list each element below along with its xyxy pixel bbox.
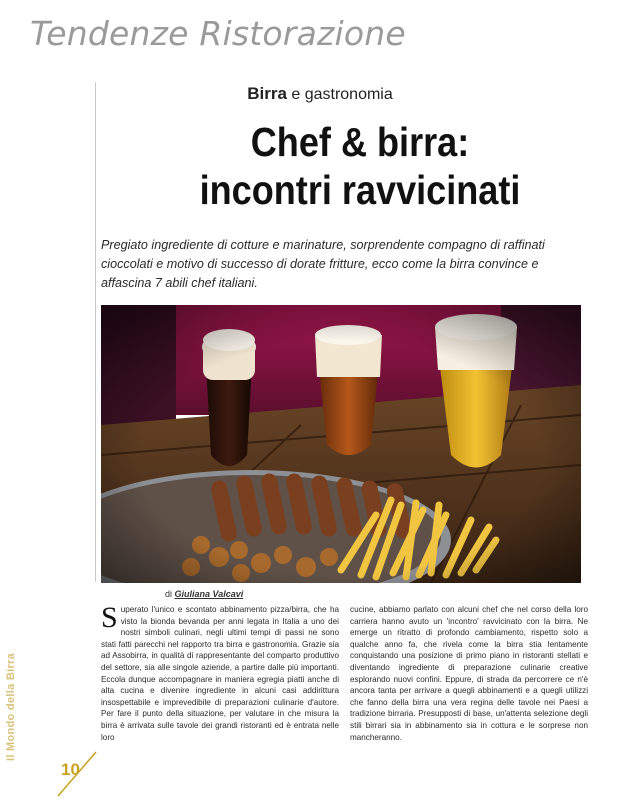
page-number: 10 [61, 760, 80, 779]
drop-cap: S [101, 601, 118, 634]
kicker-rest: e gastronomia [286, 86, 393, 103]
article-headline [131, 118, 589, 214]
magazine-name: Il Mondo della Birra [5, 652, 17, 762]
headline-line-2: incontri ravvicinati [199, 167, 521, 213]
kicker-bold: Birra [247, 84, 287, 103]
article-kicker [0, 84, 640, 104]
headline-line-1: Chef & birra: [250, 119, 470, 165]
body-column-1 [101, 601, 339, 743]
vertical-divider [95, 82, 96, 582]
byline-prefix: di [165, 589, 175, 599]
body-text-1: uperato l'unico e scontato abbinamento pizza/birra, che ha visto la bionda bevanda per anni legata in Italia a uno dei nostri simboli culinari, negli ultimi tempi di passi ne sono stati fatti parecchi nel rapporto tra birra e gastronomia. Grazie sia ad Assobirra, in qualità di rappresentante del comparto produttivo del settore, sia alle singole aziende, a partire dalle più importanti. Eccola dunque accompagnare in maniera egregia piatti anche di alta cucina e divenire ingrediente in alcuni casi addirittura insospettabile e imprevedibile di preparazioni culinarie d'autore. Per fare il punto della situazione, per valutare in che misura la birra è arrivata sulle tavole dei grandi ristoranti ed è entrata nelle loro [101, 605, 339, 742]
magazine-side-label [4, 632, 18, 782]
body-column-2: cucine, abbiamo parlato con alcuni chef che nel corso della loro carriera hanno avuto un 'incontro' ravvicinato con la birra. Ne emerge un ritratto di profondo cambiamento, rispetto solo a qualche anno fa, che rivela come la birra stia lentamente conquistando una posizione di primo piano in ristoranti stellati e diventando ingrediente di preparazione culinarie creative esplorando nuovi confini. Eppure, di strada da percorrere ce n'è ancora tanta per arrivare a quegli abbinamenti e a quegli utilizzi che fanno della birra una vera regina delle tavole nei Paesi a tradizione birraria. Presupposti di base, un'attenta selezione degli stili birrari sia in abbinamento sia in cottura e le sorprese non mancheranno. [350, 605, 588, 742]
byline-author: Giuliana Valcavi [174, 589, 244, 599]
byline [165, 589, 243, 599]
beer-and-food-photo [101, 305, 581, 583]
section-title: Tendenze Ristorazione [30, 14, 406, 53]
article-lead: Pregiato ingrediente di cotture e marinature, sorprendente compagno di raffinati cioccolati e motivo di successo di dorate fritture, ecco come la birra convince e affascina 7 abili chef italiani. [101, 238, 545, 290]
